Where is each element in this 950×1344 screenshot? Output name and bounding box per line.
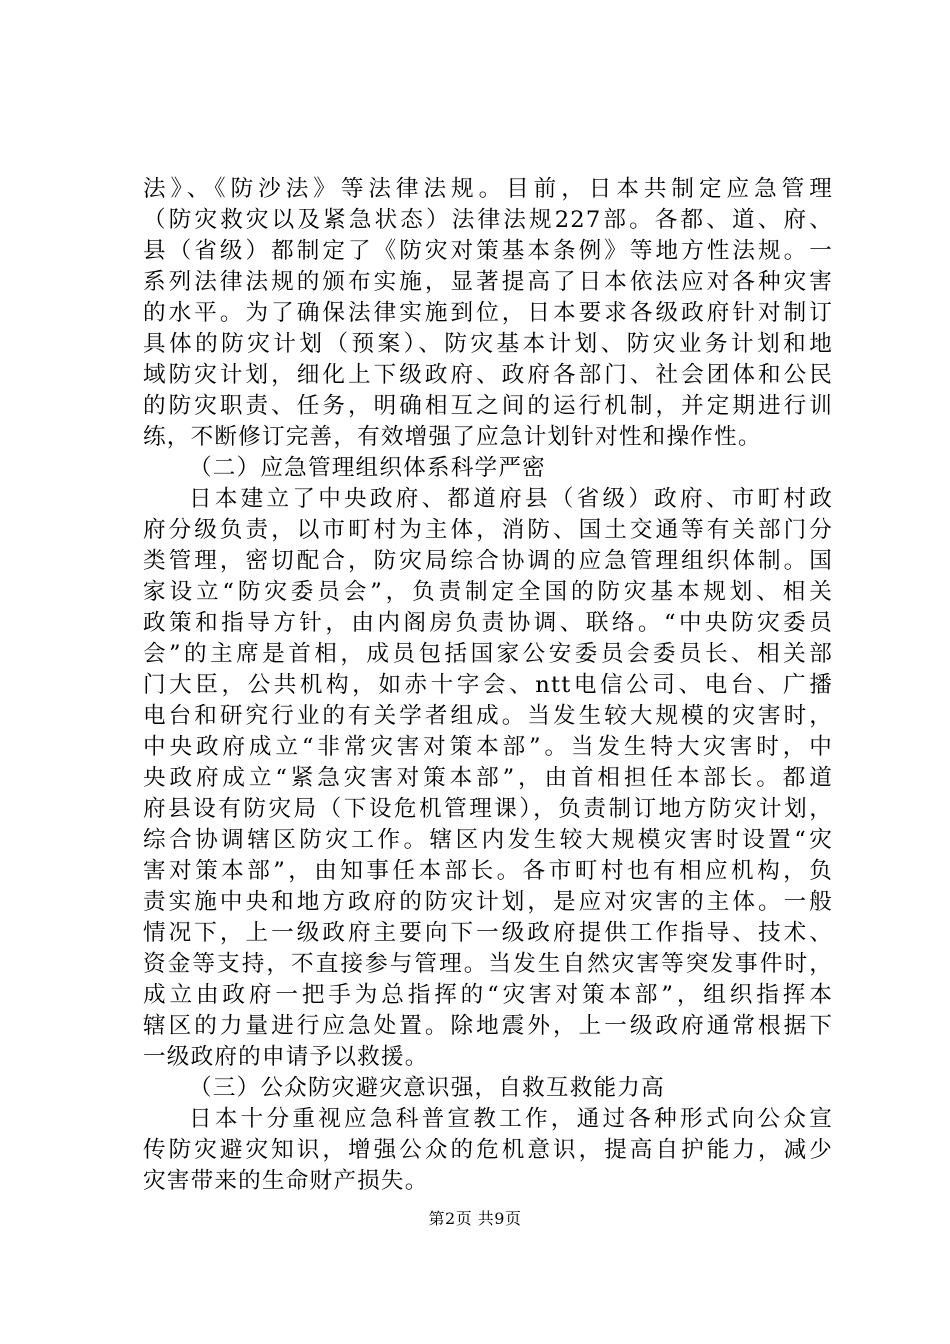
text-line: 电台和研究行业的有关学者组成。当发生较大规模的灾害时， <box>143 703 833 729</box>
text-line: 家设立“防灾委员会”，负责制定全国的防灾基本规划、相关 <box>143 579 833 605</box>
text-line: 害对策本部”，由知事任本部长。各市町村也有相应机构，负 <box>143 858 833 884</box>
text-line: 的水平。为了确保法律实施到位，日本要求各级政府针对制订 <box>143 300 833 326</box>
text-line: 综合协调辖区防灾工作。辖区内发生较大规模灾害时设置“灾 <box>143 827 833 853</box>
paragraph-last-line: 一级政府的申请予以救援。 <box>143 1044 429 1070</box>
section-heading: （三）公众防灾避灾意识强，自救互救能力高 <box>189 1075 665 1101</box>
text-line: 类管理，密切配合，防灾局综合协调的应急管理组织体制。国 <box>143 548 833 574</box>
text-line: 中央政府成立“非常灾害对策本部”。当发生特大灾害时，中 <box>143 734 833 760</box>
text-line: 会”的主席是首相，成员包括国家公安委员会委员长、相关部 <box>143 641 833 667</box>
text-line: 具体的防灾计划（预案）、防灾基本计划、防灾业务计划和地 <box>143 331 833 357</box>
text-line: 辖区的力量进行应急处置。除地震外，上一级政府通常根据下 <box>143 1013 833 1039</box>
text-line: 资金等支持，不直接参与管理。当发生自然灾害等突发事件时， <box>143 951 833 977</box>
text-line: 法》、《防沙法》等法律法规。目前，日本共制定应急管理 <box>143 176 833 202</box>
text-line: （防灾救灾以及紧急状态）法律法规227部。各都、道、府、 <box>143 207 833 233</box>
text-line: 门大臣，公共机构，如赤十字会、ntt电信公司、电台、广播 <box>143 672 833 698</box>
text-line: 府县设有防灾局（下设危机管理课），负责制订地方防灾计划， <box>143 796 833 822</box>
document-body <box>143 174 833 1197</box>
paragraph-first-line: 日本十分重视应急科普宣教工作，通过各种形式向公众宣 <box>189 1106 833 1132</box>
text-line: 责实施中央和地方政府的防灾计划，是应对灾害的主体。一般 <box>143 889 833 915</box>
text-line: 传防灾避灾知识，增强公众的危机意识，提高自护能力，减少 <box>143 1137 833 1163</box>
text-line: 府分级负责，以市町村为主体，消防、国土交通等有关部门分 <box>143 517 833 543</box>
text-line: 情况下，上一级政府主要向下一级政府提供工作指导、技术、 <box>143 920 833 946</box>
text-line: 县（省级）都制定了《防灾对策基本条例》等地方性法规。一 <box>143 238 833 264</box>
text-line: 央政府成立“紧急灾害对策本部”，由首相担任本部长。都道 <box>143 765 833 791</box>
text-line: 政策和指导方针，由内阁房负责协调、联络。“中央防灾委员 <box>143 610 833 636</box>
text-line: 系列法律法规的颁布实施，显著提高了日本依法应对各种灾害 <box>143 269 833 295</box>
text-line: 域防灾计划，细化上下级政府、政府各部门、社会团体和公民 <box>143 362 833 388</box>
text-line: 的防灾职责、任务，明确相互之间的运行机制，并定期进行训 <box>143 393 833 419</box>
paragraph-last-line: 灾害带来的生命财产损失。 <box>143 1168 429 1194</box>
paragraph-first-line: 日本建立了中央政府、都道府县（省级）政府、市町村政 <box>189 486 833 512</box>
paragraph-last-line: 练，不断修订完善，有效增强了应急计划针对性和操作性。 <box>143 424 762 450</box>
section-heading: （二）应急管理组织体系科学严密 <box>189 455 546 481</box>
page-footer: 第2页 共9页 <box>428 1209 522 1228</box>
text-line: 成立由政府一把手为总指挥的“灾害对策本部”，组织指挥本 <box>143 982 833 1008</box>
